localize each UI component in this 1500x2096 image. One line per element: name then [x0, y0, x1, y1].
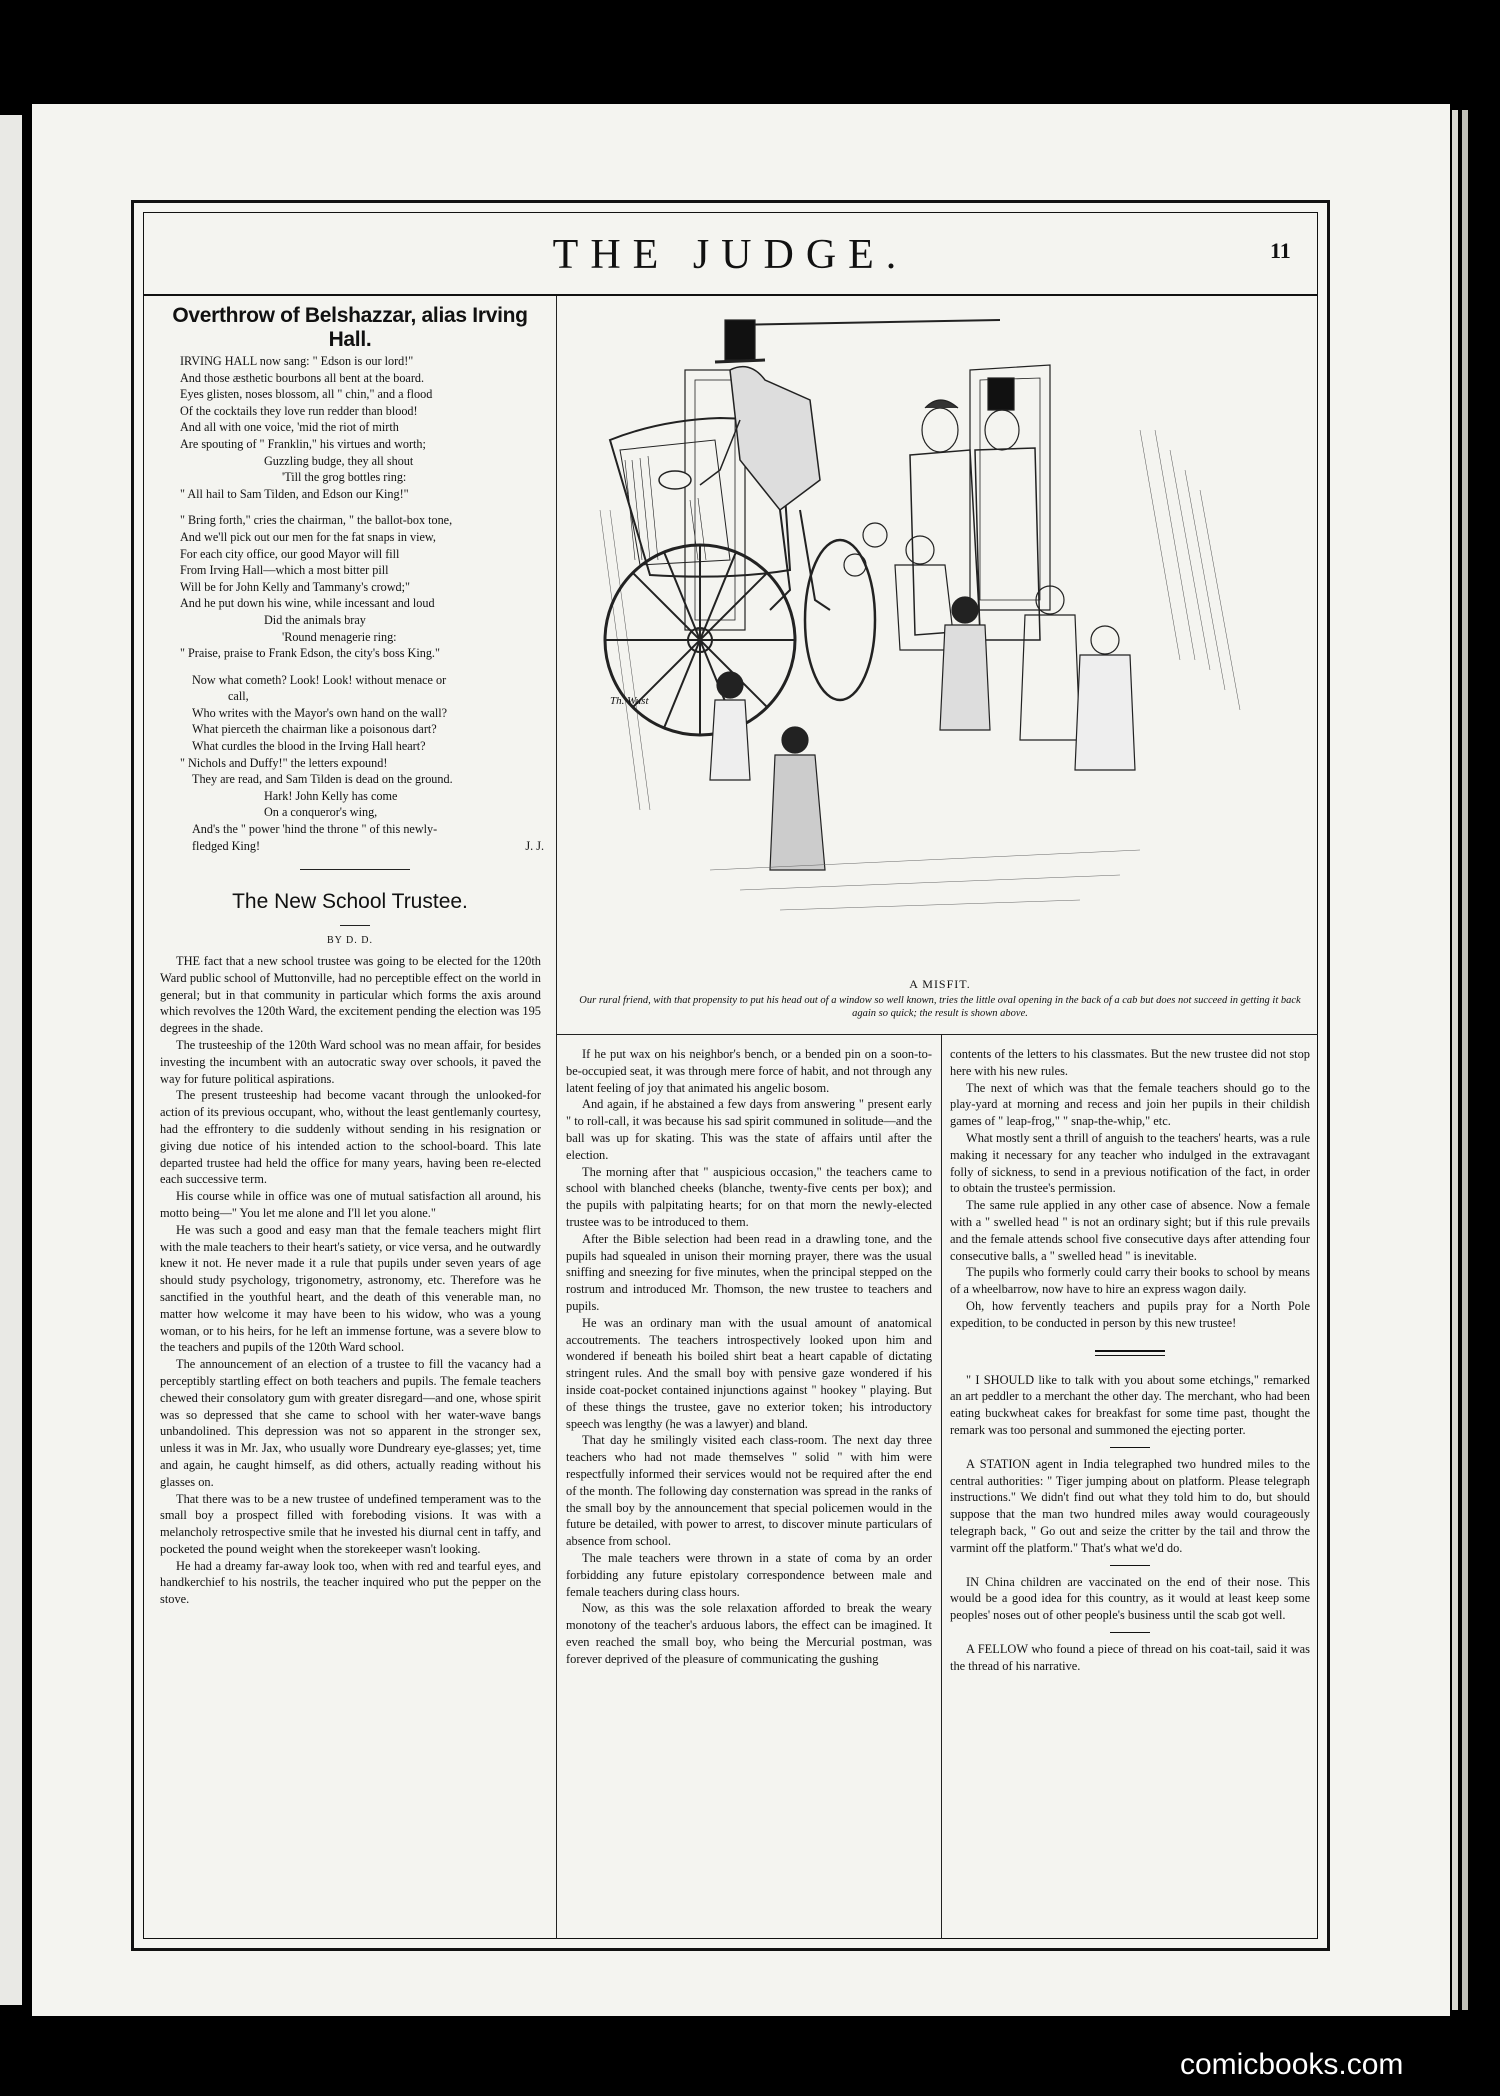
illustration-caption: Our rural friend, with that propensity to put his head out of a window so well known, tries the little oval opening in the back of a cab but does not succeed in getting it back again so quick; the result is shown above.	[579, 995, 1301, 1019]
poem-line: call,	[228, 689, 249, 704]
paragraph: The next of which was that the female teachers should go to the play-yard at morning and recess and join her pupils in their childish games of " leap-frog," " snap-the-whip," etc.	[950, 1080, 1310, 1129]
page-number: 11	[1270, 238, 1291, 263]
masthead: THE JUDGE.	[552, 232, 909, 278]
story-column-2	[566, 1046, 932, 1667]
poem-line: Eyes glisten, noses blossom, all " chin," and a flood	[180, 387, 433, 402]
poem-line: And he put down his wine, while incessant and loud	[180, 596, 435, 611]
poem-line: 'Till the grog bottles ring:	[282, 470, 407, 485]
poem-line: What curdles the blood in the Irving Hall heart?	[192, 739, 426, 754]
poem-signature: J. J.	[525, 838, 544, 853]
illustration-title: A MISFIT.	[909, 977, 971, 991]
poem-line: For each city office, our good Mayor will fill	[180, 546, 400, 561]
paragraph: And again, if he abstained a few days from answering " present early " to roll-call, it was because his sad spirit communed in solitude—and the ball was up for skating. This was the state of affairs until after the election.	[566, 1097, 932, 1162]
paragraph: What mostly sent a thrill of anguish to the teachers' hearts, was a rule making it necessary for any teacher who indulged in the extravagant folly of sickness, to send in a previous notification of the fact, in order to obtain the trustee's permission.	[950, 1130, 1310, 1196]
cab-scene-drawing	[580, 310, 1290, 970]
poem-line: 'Round menagerie ring:	[282, 629, 397, 644]
paragraph: The same rule applied in any other case of absence. Now a female with a " swelled head " is not an ordinary sight; but if this rule prevails and the female attends school five consecutive days after attending four consecutive balls, a " swelled head " is inevitable.	[950, 1198, 1310, 1263]
paragraph: Oh, how fervently teachers and pupils pray for a North Pole expedition, to be conducted in person by this new trustee!	[950, 1298, 1310, 1330]
paragraph: contents of the letters to his classmates. But the new trustee did not stop here with his new rules.	[950, 1047, 1310, 1078]
paragraph: After the Bible selection had been read in a drawling tone, and the pupils had squealed in unison their morning prayer, there was the usual sniffing and sneezing for five minutes, when the principal stepped on the rostrum and introduced Mr. Thomson, the new trustee to teachers and pupils.	[566, 1231, 932, 1313]
poem-line: Of the cocktails they love run redder than blood!	[180, 403, 418, 418]
story-title: The New School Trustee.	[232, 890, 468, 913]
page-stack-edge	[1462, 110, 1468, 2010]
paragraph: The present trusteeship had become vacant through the unlooked-for action of its previous occupant, who, without the least gentlemanly courtesy, had the effrontery to die suddenly without sending in his resignation or giving due notice of his intended action to the school-board. This late departed trustee had held the office for many years, having been re-elected each successive term.	[160, 1088, 541, 1187]
paragraph: The male teachers were thrown in a state of coma by an order forbidding any future epistolary correspondence between male and female teachers during class hours.	[566, 1550, 932, 1599]
paragraph: That there was to be a new trustee of undefined temperament was to the small boy a prospect filled with foreboding visions. It was with a melancholy retrospective smile that he invested his diurnal cent in taffy, and pocketed the pound weight when the storekeeper wasn't looking.	[160, 1491, 541, 1556]
poem-line: Now what cometh? Look! Look! without menace or	[192, 672, 447, 687]
poem-line: And's the " power 'hind the throne " of this newly-	[192, 822, 438, 837]
squib: " I SHOULD like to talk with you about some etchings," remarked an art peddler to a merchant the other day. The merchant, who had been eating buckwheat cakes for breakfast for some time past, thought the remark was too personal and summoned the ejecting porter.	[950, 1372, 1310, 1437]
poem-line: And we'll pick out our men for the fat snaps in view,	[180, 529, 436, 544]
poem-line: fledged King!	[192, 838, 261, 853]
masthead-rule	[143, 294, 1318, 296]
squib-divider	[1110, 1447, 1150, 1448]
paragraph: The morning after that " auspicious occasion," the teachers came to school with blanched cheeks (blanche, twenty-five cents per box); and the pupils with palpitating hearts; for on that morn the newly-elected trustee was to be introduced to them.	[566, 1164, 932, 1229]
poem-line: What pierceth the chairman like a poisonous dart?	[192, 722, 437, 737]
squib-divider	[1110, 1632, 1150, 1633]
paragraph: He had a dreamy far-away look too, when with red and tearful eyes, and handkerchief to his nostrils, the teacher inquired who put the pepper on the stove.	[160, 1558, 541, 1607]
poem-line: They are read, and Sam Tilden is dead on the ground.	[192, 772, 453, 787]
poem-line: On a conqueror's wing,	[264, 805, 378, 820]
site-watermark: comicbooks.com	[1180, 2048, 1404, 2081]
page-stack-edge	[1452, 110, 1458, 2010]
poem-line: Who writes with the Mayor's own hand on the wall?	[192, 705, 448, 720]
section-divider	[300, 869, 410, 870]
squib: A STATION agent in India telegraphed two hundred miles to the central authorities: " Tiger jumping about on platform. Please telegraph instructions." We didn't find out what they told him to do, but should suppose that the man two hundred miles away would courageously telegraph back, " Go out and seize the critter by the tail and throw the varmint off the platform." That's what we'd do.	[950, 1456, 1310, 1555]
column-rule-right	[941, 1035, 942, 1939]
story-byline: BY D. D.	[327, 935, 373, 946]
poem-title: Overthrow of Belshazzar, alias Irving Hall.	[172, 304, 528, 351]
paragraph: The announcement of an election of a trustee to fill the vacancy had a perceptibly startling effect on both teachers and pupils. The female teachers chewed their consolatory gum with greater disregard—and one, whose spirit was so depressed that she came to school with her water-wave bangs unbandolined. This depression was not so apparent in the stronger sex, unless it was in Mr. Jax, who usually wore Dundreary eye-glasses; yet, time and again, he caught himself, as did others, actually reading without his glasses on.	[160, 1357, 541, 1489]
poem-line: IRVING HALL now sang: " Edson is our lord!"	[180, 354, 414, 368]
squib-divider	[1110, 1565, 1150, 1566]
paragraph: He was an ordinary man with the usual amount of anatomical accoutrements. The teachers introspectively looked upon him and wondered if beneath his boiled shirt beat a heart capable of dictating stringent rules. And the small boy with pensive gaze wondered if his inside coat-pocket contained injunctions against " hookey " playing. But of these things the trustee, gave no exterior token; his introductory speech was lengthy (he was a lawyer) and bland.	[566, 1315, 932, 1431]
poem-body	[180, 353, 550, 854]
section-divider	[1095, 1350, 1165, 1356]
poem-line: Did the animals bray	[264, 612, 366, 627]
poem-line: Guzzling budge, they all shout	[264, 453, 414, 468]
illustration-bottom-rule	[557, 1034, 1318, 1035]
squib: IN China children are vaccinated on the end of their nose. This would be a good idea for this country, as it would at least keep some peoples' noses out of other people's business until the scab got well.	[950, 1574, 1310, 1623]
title-underline	[340, 925, 370, 926]
poem-line: Hark! John Kelly has come	[264, 788, 398, 803]
paragraph: The pupils who formerly could carry their books to school by means of a wheelbarrow, now have to hire an express wagon daily.	[950, 1265, 1310, 1297]
column-rule-left	[556, 296, 557, 1939]
story-column-3	[950, 1046, 1310, 1675]
paragraph: His course while in office was one of mutual satisfaction all around, his motto being—" You let me alone and I'll let you alone."	[160, 1189, 541, 1220]
poem-line: And all with one voice, 'mid the riot of mirth	[180, 420, 399, 435]
paragraph: Now, as this was the sole relaxation afforded to break the weary monotony of the teacher's arduous labors, the effect can be imagined. It even reached the small boy, who being the Mercurial postman, was forever deprived of the pleasure of communicating the gushing	[566, 1601, 932, 1666]
paragraph: The trusteeship of the 120th Ward school was no mean affair, for besides investing the incumbent with an autocratic sway over schools, it paved the way for future political aspirations.	[160, 1037, 541, 1086]
illustration-a-misfit	[580, 310, 1290, 970]
paragraph: That day he smilingly visited each class-room. The next day three teachers who had not made themselves " solid " with him were respectfully informed their services would not be required after the end of the month. The following day consternation was spread in the ranks of the small boy by the announcement that special policemen would in the future be detailed, with power to arrest, to discover minute particulars of absence from school.	[566, 1433, 932, 1549]
paragraph: If he put wax on his neighbor's bench, or a bended pin on a soon-to-be-occupied seat, it was through mere force of habit, and not through any latent feeling of joy that animated his angelic bosom.	[566, 1047, 932, 1095]
poem-line: Are spouting of " Franklin," his virtues and worth;	[180, 436, 426, 451]
poem-line: " Praise, praise to Frank Edson, the city's boss King."	[180, 646, 440, 661]
poem-line: From Irving Hall—which a most bitter pill	[180, 563, 389, 578]
previous-page-edge	[0, 115, 22, 2005]
poem-line: And those æsthetic bourbons all bent at the board.	[180, 370, 425, 385]
squib: A FELLOW who found a piece of thread on his coat-tail, said it was the thread of his narrative.	[950, 1641, 1310, 1673]
artist-signature: Th. Wust	[610, 695, 649, 707]
poem-line: " Bring forth," cries the chairman, " the ballot-box tone,	[180, 513, 453, 528]
story-column-1	[160, 953, 541, 1608]
poem-line: " All hail to Sam Tilden, and Edson our King!"	[180, 486, 409, 501]
poem-line: " Nichols and Duffy!" the letters expound!	[180, 755, 388, 770]
paragraph: THE fact that a new school trustee was going to be elected for the 120th Ward public school of Muttonville, had no perceptible effect on the world in general; but in that community in particular which forms the axis around which revolves the 120th Ward, the excitement pending the election was 195 degrees in the shade.	[160, 954, 541, 1036]
poem-line: Will be for John Kelly and Tammany's crowd;"	[180, 579, 411, 594]
paragraph: He was such a good and easy man that the female teachers might flirt with the male teachers to their heart's satiety, or vice versa, and he outwardly knew it not. He never made it a rule that pupils under seven years of age should study psychology, trigonometry, astronomy, etc. Therefore was he sanctified in the youthful heart, and the death of this venerable man, no matter how welcome it may have been to his widow, who was a young woman, or to his heirs, for he left an immense fortune, was a severe blow to the teachers and pupils of the 120th Ward school.	[160, 1222, 541, 1355]
